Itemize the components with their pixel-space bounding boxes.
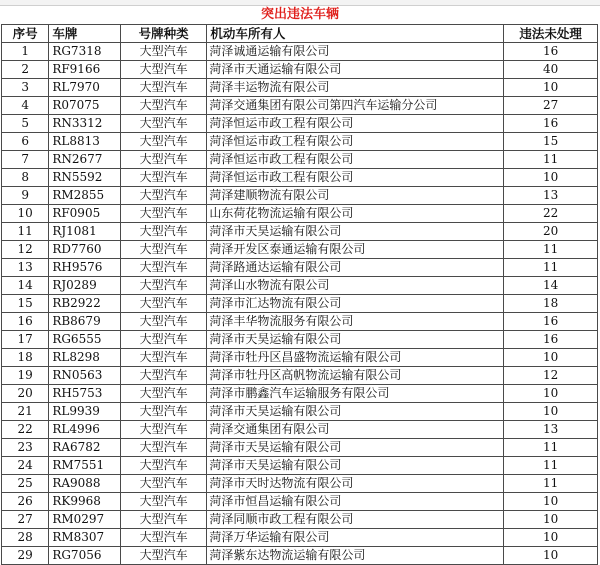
cell-plate[interactable]: RA6782 — [49, 439, 120, 457]
cell-owner[interactable]: 菏泽市鹏鑫汽车运输服务有限公司 — [207, 385, 504, 403]
table-row — [2, 367, 598, 385]
cell-plate-type[interactable]: 大型汽车 — [120, 115, 207, 133]
cell-unhandled[interactable]: 15 — [504, 133, 598, 151]
table-row — [2, 475, 598, 493]
cell-plate-type[interactable]: 大型汽车 — [120, 313, 207, 331]
cell-seq[interactable]: 1 — [2, 43, 49, 61]
table-row — [2, 457, 598, 475]
cell-seq[interactable]: 13 — [2, 259, 49, 277]
cell-seq[interactable]: 6 — [2, 133, 49, 151]
cell-seq[interactable]: 29 — [2, 547, 49, 565]
cell-plate[interactable]: RB8679 — [49, 313, 120, 331]
table-row — [2, 331, 598, 349]
cell-unhandled[interactable]: 10 — [504, 529, 598, 547]
cell-plate-type[interactable]: 大型汽车 — [120, 259, 207, 277]
cell-plate-type[interactable]: 大型汽车 — [120, 187, 207, 205]
cell-seq[interactable]: 5 — [2, 115, 49, 133]
cell-owner[interactable]: 菏泽建顺物流有限公司 — [207, 187, 504, 205]
cell-seq[interactable]: 18 — [2, 349, 49, 367]
cell-owner[interactable]: 菏泽市牡丹区高帆物流运输有限公司 — [207, 367, 504, 385]
table-row — [2, 511, 598, 529]
cell-unhandled[interactable]: 11 — [504, 241, 598, 259]
cell-plate-type[interactable]: 大型汽车 — [120, 475, 207, 493]
cell-owner[interactable]: 菏泽恒运市政工程有限公司 — [207, 133, 504, 151]
cell-plate-type[interactable]: 大型汽车 — [120, 493, 207, 511]
cell-owner[interactable]: 菏泽紫东达物流运输有限公司 — [207, 547, 504, 565]
table-row — [2, 295, 598, 313]
table-row — [2, 439, 598, 457]
header-plate-type[interactable]: 号牌种类 — [120, 25, 207, 43]
cell-seq[interactable]: 2 — [2, 61, 49, 79]
cell-plate-type[interactable]: 大型汽车 — [120, 97, 207, 115]
cell-unhandled[interactable]: 16 — [504, 331, 598, 349]
cell-plate-type[interactable]: 大型汽车 — [120, 295, 207, 313]
cell-seq[interactable]: 10 — [2, 205, 49, 223]
cell-plate-type[interactable]: 大型汽车 — [120, 421, 207, 439]
table-row — [2, 493, 598, 511]
cell-owner[interactable]: 菏泽丰华物流服务有限公司 — [207, 313, 504, 331]
table-row — [2, 151, 598, 169]
cell-plate[interactable]: RG7318 — [49, 43, 120, 61]
table-row — [2, 403, 598, 421]
cell-owner[interactable]: 菏泽市天昊运输有限公司 — [207, 331, 504, 349]
cell-plate[interactable]: RM7551 — [49, 457, 120, 475]
cell-owner[interactable]: 菏泽丰运物流有限公司 — [207, 79, 504, 97]
cell-owner[interactable]: 菏泽市天昊运输有限公司 — [207, 457, 504, 475]
table-row — [2, 223, 598, 241]
table-row — [2, 115, 598, 133]
cell-unhandled[interactable]: 14 — [504, 277, 598, 295]
cell-seq[interactable]: 24 — [2, 457, 49, 475]
cell-plate-type[interactable]: 大型汽车 — [120, 151, 207, 169]
table-row — [2, 385, 598, 403]
cell-plate[interactable]: RM0297 — [49, 511, 120, 529]
table-row — [2, 61, 598, 79]
cell-plate-type[interactable]: 大型汽车 — [120, 277, 207, 295]
cell-unhandled[interactable]: 40 — [504, 61, 598, 79]
cell-unhandled[interactable]: 11 — [504, 457, 598, 475]
cell-plate[interactable]: RF9166 — [49, 61, 120, 79]
cell-plate-type[interactable]: 大型汽车 — [120, 79, 207, 97]
table-row — [2, 277, 598, 295]
cell-plate-type[interactable]: 大型汽车 — [120, 367, 207, 385]
cell-plate[interactable]: RA9088 — [49, 475, 120, 493]
cell-unhandled[interactable]: 11 — [504, 259, 598, 277]
cell-seq[interactable]: 23 — [2, 439, 49, 457]
cell-seq[interactable]: 11 — [2, 223, 49, 241]
table-row — [2, 529, 598, 547]
cell-owner[interactable]: 菏泽恒运市政工程有限公司 — [207, 115, 504, 133]
cell-seq[interactable]: 21 — [2, 403, 49, 421]
table-row — [2, 43, 598, 61]
table-row — [2, 79, 598, 97]
cell-plate-type[interactable]: 大型汽车 — [120, 385, 207, 403]
cell-unhandled[interactable]: 10 — [504, 385, 598, 403]
cell-plate[interactable]: RL4996 — [49, 421, 120, 439]
header-row — [2, 25, 598, 43]
cell-plate-type[interactable]: 大型汽车 — [120, 403, 207, 421]
cell-plate[interactable]: RG6555 — [49, 331, 120, 349]
table-row — [2, 241, 598, 259]
cell-seq[interactable]: 26 — [2, 493, 49, 511]
cell-unhandled[interactable]: 10 — [504, 169, 598, 187]
cell-plate-type[interactable]: 大型汽车 — [120, 43, 207, 61]
table-row — [2, 187, 598, 205]
cell-seq[interactable]: 3 — [2, 79, 49, 97]
cell-seq[interactable]: 27 — [2, 511, 49, 529]
cell-owner[interactable]: 菏泽市汇达物流有限公司 — [207, 295, 504, 313]
cell-unhandled[interactable]: 10 — [504, 511, 598, 529]
cell-seq[interactable]: 15 — [2, 295, 49, 313]
cell-seq[interactable]: 22 — [2, 421, 49, 439]
cell-plate-type[interactable]: 大型汽车 — [120, 241, 207, 259]
cell-unhandled[interactable]: 10 — [504, 547, 598, 565]
cell-unhandled[interactable]: 10 — [504, 403, 598, 421]
cell-unhandled[interactable]: 13 — [504, 421, 598, 439]
cell-owner[interactable]: 菏泽山水物流有限公司 — [207, 277, 504, 295]
cell-unhandled[interactable]: 16 — [504, 313, 598, 331]
cell-unhandled[interactable]: 20 — [504, 223, 598, 241]
cell-plate[interactable]: RN3312 — [49, 115, 120, 133]
cell-plate[interactable]: RL8813 — [49, 133, 120, 151]
cell-plate[interactable]: RD7760 — [49, 241, 120, 259]
cell-unhandled[interactable]: 16 — [504, 43, 598, 61]
cell-unhandled[interactable]: 13 — [504, 187, 598, 205]
cell-plate[interactable]: RJ1081 — [49, 223, 120, 241]
cell-plate-type[interactable]: 大型汽车 — [120, 349, 207, 367]
cell-plate-type[interactable]: 大型汽车 — [120, 61, 207, 79]
cell-seq[interactable]: 28 — [2, 529, 49, 547]
cell-owner[interactable]: 菏泽市天通运输有限公司 — [207, 61, 504, 79]
cell-unhandled[interactable]: 11 — [504, 475, 598, 493]
table-row — [2, 547, 598, 565]
table-row — [2, 205, 598, 223]
table-row — [2, 169, 598, 187]
header-unhandled[interactable]: 违法未处理 — [504, 25, 598, 43]
cell-owner[interactable]: 菏泽市牡丹区昌盛物流运输有限公司 — [207, 349, 504, 367]
header-owner[interactable]: 机动车所有人 — [207, 25, 504, 43]
cell-plate[interactable]: R07075 — [49, 97, 120, 115]
cell-plate-type[interactable]: 大型汽车 — [120, 457, 207, 475]
cell-plate[interactable]: RL7970 — [49, 79, 120, 97]
cell-owner[interactable]: 菏泽恒运市政工程有限公司 — [207, 169, 504, 187]
cell-unhandled[interactable]: 27 — [504, 97, 598, 115]
cell-unhandled[interactable]: 10 — [504, 79, 598, 97]
cell-unhandled[interactable]: 18 — [504, 295, 598, 313]
cell-owner[interactable]: 菏泽同顺市政工程有限公司 — [207, 511, 504, 529]
table-title: 突出违法车辆 — [260, 7, 339, 22]
cell-seq[interactable]: 7 — [2, 151, 49, 169]
header-plate[interactable]: 车牌 — [49, 25, 120, 43]
cell-owner[interactable]: 菏泽万华运输有限公司 — [207, 529, 504, 547]
cell-plate-type[interactable]: 大型汽车 — [120, 133, 207, 151]
cell-plate-type[interactable]: 大型汽车 — [120, 205, 207, 223]
cell-owner[interactable]: 菏泽开发区泰通运输有限公司 — [207, 241, 504, 259]
table-row — [2, 259, 598, 277]
cell-plate[interactable]: RH5753 — [49, 385, 120, 403]
cell-plate[interactable]: RF0905 — [49, 205, 120, 223]
cell-plate-type[interactable]: 大型汽车 — [120, 223, 207, 241]
cell-owner[interactable]: 菏泽交通集团有限公司第四汽车运输分公司 — [207, 97, 504, 115]
cell-seq[interactable]: 14 — [2, 277, 49, 295]
table-row — [2, 133, 598, 151]
cell-seq[interactable]: 4 — [2, 97, 49, 115]
cell-plate[interactable]: RK9968 — [49, 493, 120, 511]
cell-unhandled[interactable]: 22 — [504, 205, 598, 223]
cell-unhandled[interactable]: 10 — [504, 349, 598, 367]
cell-owner[interactable]: 菏泽市天昊运输有限公司 — [207, 223, 504, 241]
cell-unhandled[interactable]: 11 — [504, 439, 598, 457]
cell-seq[interactable]: 16 — [2, 313, 49, 331]
cell-plate-type[interactable]: 大型汽车 — [120, 331, 207, 349]
cell-seq[interactable]: 20 — [2, 385, 49, 403]
cell-owner[interactable]: 菏泽路通达运输有限公司 — [207, 259, 504, 277]
violation-table — [1, 24, 598, 565]
cell-unhandled[interactable]: 11 — [504, 151, 598, 169]
table-body — [2, 43, 598, 565]
table-row — [2, 97, 598, 115]
cell-plate[interactable]: RH9576 — [49, 259, 120, 277]
cell-owner[interactable]: 菏泽市天昊运输有限公司 — [207, 403, 504, 421]
cell-plate[interactable]: RL8298 — [49, 349, 120, 367]
cell-unhandled[interactable]: 16 — [504, 115, 598, 133]
cell-owner[interactable]: 山东荷花物流运输有限公司 — [207, 205, 504, 223]
table-row — [2, 421, 598, 439]
header-seq[interactable]: 序号 — [2, 25, 49, 43]
cell-owner[interactable]: 菏泽恒运市政工程有限公司 — [207, 151, 504, 169]
cell-plate-type[interactable]: 大型汽车 — [120, 511, 207, 529]
cell-seq[interactable]: 17 — [2, 331, 49, 349]
cell-owner[interactable]: 菏泽交通集团有限公司 — [207, 421, 504, 439]
cell-seq[interactable]: 12 — [2, 241, 49, 259]
cell-plate[interactable]: RJ0289 — [49, 277, 120, 295]
cell-plate[interactable]: RN0563 — [49, 367, 120, 385]
table-row — [2, 313, 598, 331]
cell-plate[interactable]: RM2855 — [49, 187, 120, 205]
cell-plate[interactable]: RL9939 — [49, 403, 120, 421]
cell-owner[interactable]: 菏泽市天昊运输有限公司 — [207, 439, 504, 457]
cell-plate-type[interactable]: 大型汽车 — [120, 529, 207, 547]
cell-seq[interactable]: 25 — [2, 475, 49, 493]
cell-plate-type[interactable]: 大型汽车 — [120, 169, 207, 187]
cell-plate[interactable]: RG7056 — [49, 547, 120, 565]
cell-plate[interactable]: RN2677 — [49, 151, 120, 169]
cell-seq[interactable]: 19 — [2, 367, 49, 385]
table-row — [2, 349, 598, 367]
cell-unhandled[interactable]: 10 — [504, 493, 598, 511]
cell-owner[interactable]: 菏泽诚通运输有限公司 — [207, 43, 504, 61]
cell-seq[interactable]: 8 — [2, 169, 49, 187]
cell-owner[interactable]: 菏泽市天时达物流有限公司 — [207, 475, 504, 493]
cell-seq[interactable]: 9 — [2, 187, 49, 205]
cell-unhandled[interactable]: 12 — [504, 367, 598, 385]
cell-owner[interactable]: 菏泽市恒昌运输有限公司 — [207, 493, 504, 511]
cell-plate-type[interactable]: 大型汽车 — [120, 439, 207, 457]
cell-plate[interactable]: RB2922 — [49, 295, 120, 313]
cell-plate[interactable]: RN5592 — [49, 169, 120, 187]
cell-plate[interactable]: RM8307 — [49, 529, 120, 547]
cell-plate-type[interactable]: 大型汽车 — [120, 547, 207, 565]
